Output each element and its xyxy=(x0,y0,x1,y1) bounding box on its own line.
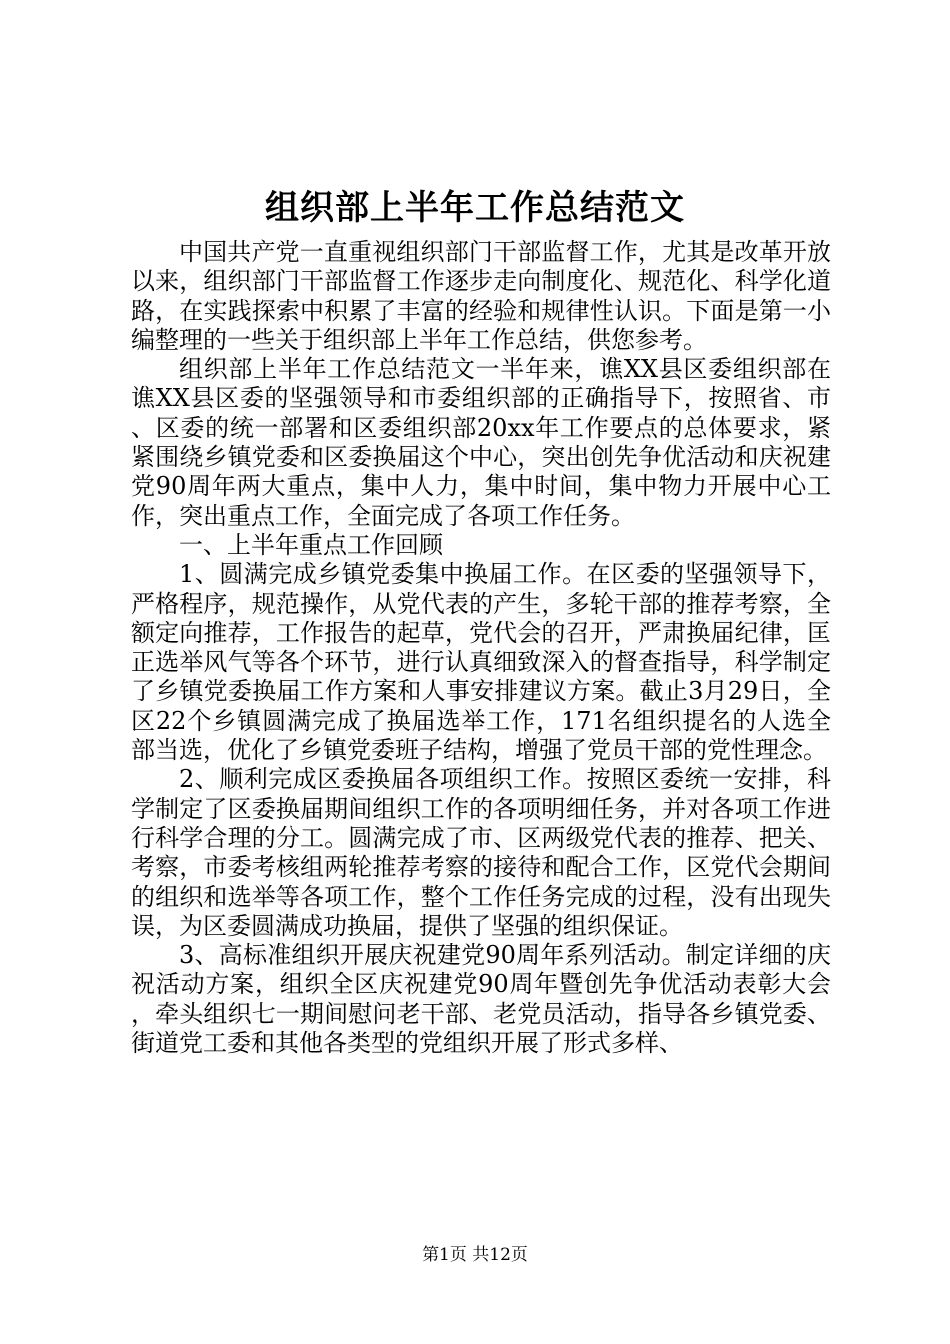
page-footer: 第1页 共12页 xyxy=(422,1245,528,1265)
paragraph-intro: 中国共产党一直重视组织部门干部监督工作，尤其是改革开放以来，组织部门干部监督工作逐步走向制度化、规范化、科学化道路，在实践探索中积累了丰富的经验和规律性认识。下面是第一小编整理的一些关于组织部上半年工作总结，供您参考。 xyxy=(131,238,831,354)
section-heading: 一、上半年重点工作回顾 xyxy=(179,530,443,559)
document-body xyxy=(131,238,831,1058)
paragraph-item-2: 2、顺利完成区委换届各项组织工作。按照区委统一安排，科学制定了区委换届期间组织工作的各项明细任务，并对各项工作进行科学合理的分工。圆满完成了市、区两级党代表的推荐、把关、考察，市委考核组两轮推荐考察的接待和配合工作，区党代会期间的组织和选举等各项工作，整个工作任务完成的过程，没有出现失误，为区委圆满成功换届，提供了坚强的组织保证。 xyxy=(131,765,831,940)
paragraph-overview: 组织部上半年工作总结范文一半年来，谯XX县区委组织部在谯XX县区委的坚强领导和市委组织部的正确指导下，按照省、市、区委的统一部署和区委组织部20xx年工作要点的总体要求，紧紧围绕乡镇党委和区委换届这个中心，突出创先争优活动和庆祝建党90周年两大重点，集中人力，集中时间，集中物力开展中心工作，突出重点工作，全面完成了各项工作任务。 xyxy=(131,355,831,530)
paragraph-item-3: 3、高标准组织开展庆祝建党90周年系列活动。制定详细的庆祝活动方案，组织全区庆祝建党90周年暨创先争优活动表彰大会，牵头组织七一期间慰问老干部、老党员活动，指导各乡镇党委、街道党工委和其他各类型的党组织开展了形式多样、 xyxy=(131,941,831,1058)
document-title: 组织部上半年工作总结范文 xyxy=(265,188,685,228)
paragraph-item-1: 1、圆满完成乡镇党委集中换届工作。在区委的坚强领导下，严格程序，规范操作，从党代表的产生，多轮干部的推荐考察，全额定向推荐，工作报告的起草，党代会的召开，严肃换届纪律，匡正选举风气等各个环节，进行认真细致深入的督查指导，科学制定了乡镇党委换届工作方案和人事安排建议方案。截止3月29日，全区22个乡镇圆满完成了换届选举工作，171名组织提名的人选全部当选，优化了乡镇党委班子结构，增强了党员干部的党性理念。 xyxy=(131,560,831,765)
